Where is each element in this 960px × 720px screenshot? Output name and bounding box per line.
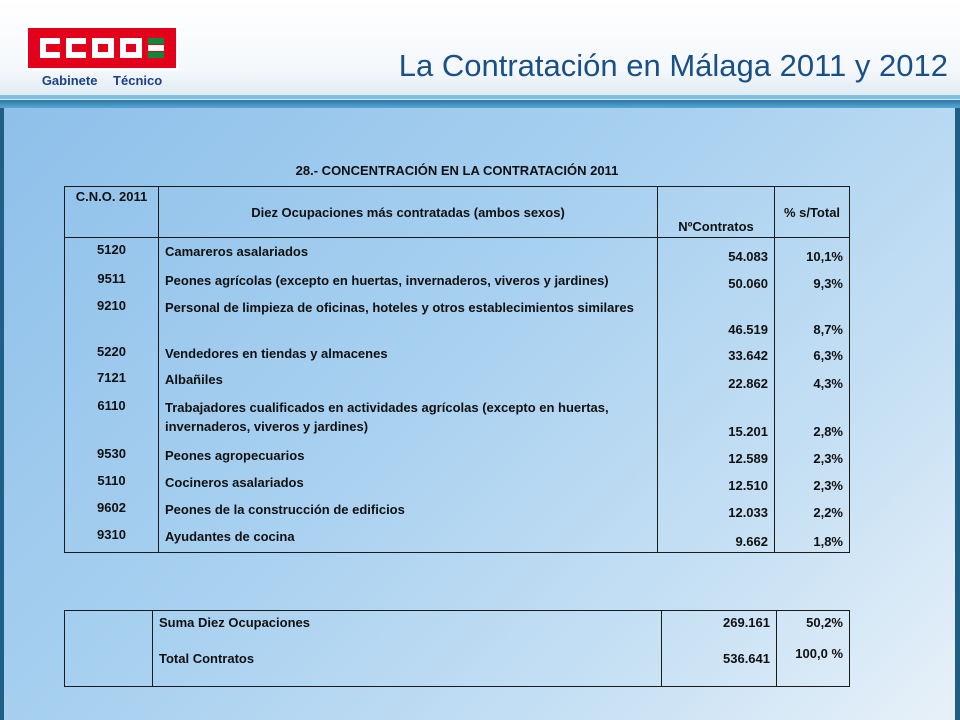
summary-contracts: 269.161 bbox=[662, 611, 777, 641]
row-cno: 7121 bbox=[65, 366, 159, 394]
row-occupation: Peones agrícolas (excepto en huertas, invernaderos, viveros y jardines) bbox=[159, 267, 658, 294]
summary-percent: 100,0 % bbox=[777, 641, 850, 687]
table-row bbox=[65, 340, 850, 366]
row-contracts: 12.589 bbox=[658, 442, 775, 469]
table-row bbox=[65, 496, 850, 523]
row-cno: 9310 bbox=[65, 523, 159, 553]
slide-title: La Contratación en Málaga 2011 y 2012 bbox=[398, 48, 948, 83]
row-percent: 10,1% bbox=[775, 238, 850, 267]
header-band bbox=[0, 100, 960, 108]
header-cno: C.N.O. 2011 bbox=[65, 187, 159, 238]
row-contracts: 54.083 bbox=[658, 238, 775, 267]
row-occupation: Trabajadores cualificados en actividades agrícolas (excepto en huertas, invernaderos, viveros y jardines) bbox=[159, 394, 658, 442]
summary-label: Total Contratos bbox=[153, 641, 662, 687]
table-row bbox=[65, 238, 850, 267]
row-contracts: 12.510 bbox=[658, 469, 775, 496]
table-header-row bbox=[65, 187, 850, 238]
summary-row bbox=[65, 611, 850, 641]
row-percent: 2,8% bbox=[775, 394, 850, 442]
row-cno: 6110 bbox=[65, 394, 159, 442]
table-row bbox=[65, 469, 850, 496]
row-occupation: Cocineros asalariados bbox=[159, 469, 658, 496]
logo-mark bbox=[26, 26, 178, 70]
row-cno: 5120 bbox=[65, 238, 159, 267]
row-contracts: 15.201 bbox=[658, 394, 775, 442]
slide-header bbox=[0, 0, 960, 100]
row-contracts: 12.033 bbox=[658, 496, 775, 523]
row-occupation: Albañiles bbox=[159, 366, 658, 394]
row-percent: 2,3% bbox=[775, 469, 850, 496]
row-contracts: 9.662 bbox=[658, 523, 775, 553]
row-percent: 1,8% bbox=[775, 523, 850, 553]
row-contracts: 50.060 bbox=[658, 267, 775, 294]
ccoo-logo bbox=[26, 26, 178, 96]
table-row bbox=[65, 294, 850, 340]
summary-row bbox=[65, 641, 850, 687]
row-cno: 5110 bbox=[65, 469, 159, 496]
row-occupation: Vendedores en tiendas y almacenes bbox=[159, 340, 658, 366]
table-row bbox=[65, 442, 850, 469]
row-percent: 8,7% bbox=[775, 294, 850, 340]
summary-contracts: 536.641 bbox=[662, 641, 777, 687]
row-occupation: Peones agropecuarios bbox=[159, 442, 658, 469]
header-contracts: NºContratos bbox=[658, 187, 775, 238]
row-occupation: Peones de la construcción de edificios bbox=[159, 496, 658, 523]
row-contracts: 46.519 bbox=[658, 294, 775, 340]
row-percent: 9,3% bbox=[775, 267, 850, 294]
row-occupation: Personal de limpieza de oficinas, hoteles y otros establecimientos similares bbox=[159, 294, 658, 340]
header-divider bbox=[0, 95, 960, 99]
table-row bbox=[65, 523, 850, 553]
summary-blank-cell bbox=[65, 641, 153, 687]
row-cno: 5220 bbox=[65, 340, 159, 366]
row-cno: 9210 bbox=[65, 294, 159, 340]
row-percent: 4,3% bbox=[775, 366, 850, 394]
summary-table bbox=[64, 610, 850, 687]
summary-percent: 50,2% bbox=[777, 611, 850, 641]
row-percent: 6,3% bbox=[775, 340, 850, 366]
row-occupation: Ayudantes de cocina bbox=[159, 523, 658, 553]
table-row bbox=[65, 267, 850, 294]
row-percent: 2,2% bbox=[775, 496, 850, 523]
ccoo-wordmark-icon bbox=[28, 28, 176, 68]
table-row bbox=[65, 394, 850, 442]
row-contracts: 33.642 bbox=[658, 340, 775, 366]
row-occupation: Camareros asalariados bbox=[159, 238, 658, 267]
logo-caption: Gabinete Técnico bbox=[41, 73, 163, 88]
row-contracts: 22.862 bbox=[658, 366, 775, 394]
summary-label: Suma Diez Ocupaciones bbox=[153, 611, 662, 641]
table-title: 28.- CONCENTRACIÓN EN LA CONTRATACIÓN 2011 bbox=[295, 163, 619, 178]
table-row bbox=[65, 366, 850, 394]
row-cno: 9511 bbox=[65, 267, 159, 294]
row-cno: 9602 bbox=[65, 496, 159, 523]
header-occupation: Diez Ocupaciones más contratadas (ambos sexos) bbox=[159, 187, 658, 238]
header-percent: % s/Total bbox=[775, 187, 850, 238]
summary-blank-cell bbox=[65, 611, 153, 641]
occupations-table bbox=[64, 186, 850, 553]
row-cno: 9530 bbox=[65, 442, 159, 469]
row-percent: 2,3% bbox=[775, 442, 850, 469]
